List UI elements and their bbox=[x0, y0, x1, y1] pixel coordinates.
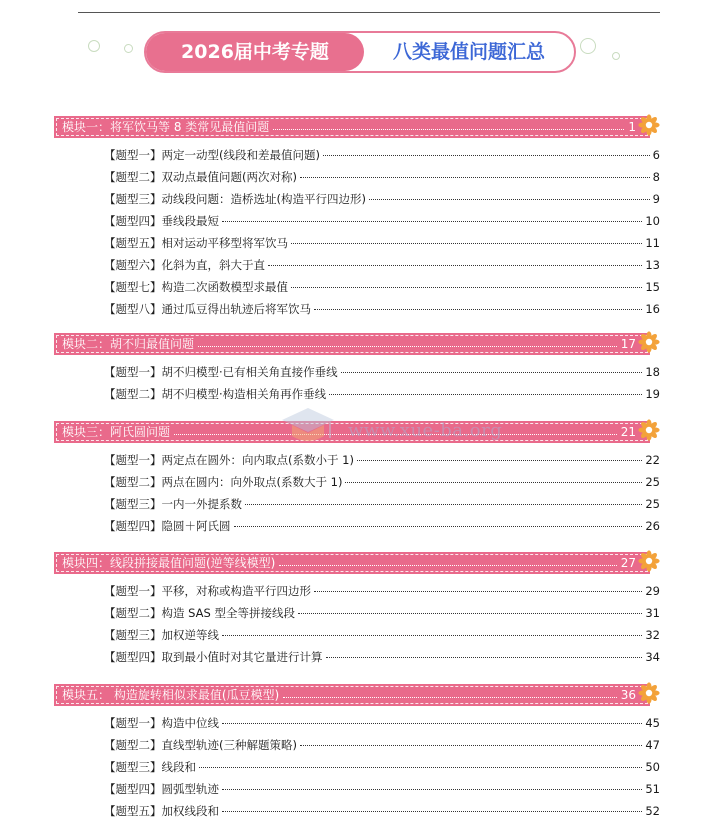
module-page-number: 36 bbox=[620, 688, 636, 702]
toc-entry[interactable] bbox=[104, 583, 660, 599]
toc-leader-dots bbox=[222, 723, 642, 724]
toc-entry[interactable] bbox=[104, 301, 660, 317]
toc-entry-page: 51 bbox=[645, 782, 660, 796]
toc-entry-page: 8 bbox=[652, 170, 660, 184]
toc-entry[interactable] bbox=[104, 737, 660, 753]
toc-leader-dots bbox=[314, 309, 642, 310]
toc-entry-label: 【题型三】一内一外提系数 bbox=[104, 497, 242, 511]
toc-entry-label: 【题型七】构造二次函数模型求最值 bbox=[104, 280, 288, 294]
toc-entry-label: 【题型六】化斜为直，斜大于直 bbox=[104, 258, 265, 272]
module-title: 模块四：线段拼接最值问题(逆等线模型) bbox=[62, 556, 276, 570]
module-header[interactable] bbox=[54, 333, 650, 355]
module-title: 模块五： 构造旋转相似求最值(瓜豆模型) bbox=[62, 688, 280, 702]
module-title: 模块二：胡不归最值问题 bbox=[62, 337, 195, 351]
module-leader-dots bbox=[198, 346, 617, 347]
toc-entry-page: 52 bbox=[645, 804, 660, 818]
toc-entry[interactable] bbox=[104, 386, 660, 402]
toc-entry-page: 9 bbox=[652, 192, 660, 206]
toc-entry-page: 16 bbox=[645, 302, 660, 316]
toc-entry-page: 19 bbox=[645, 387, 660, 401]
toc-entry-label: 【题型一】构造中位线 bbox=[104, 716, 219, 730]
toc-entry[interactable] bbox=[104, 191, 660, 207]
toc-entry-page: 34 bbox=[645, 650, 660, 664]
toc-entry-label: 【题型二】两点在圆内：向外取点(系数大于 1) bbox=[104, 475, 343, 489]
module-leader-dots bbox=[279, 565, 617, 566]
toc-entry[interactable] bbox=[104, 605, 660, 621]
toc-leader-dots bbox=[298, 613, 642, 614]
toc-entry-label: 【题型四】隐圆＋阿氏圆 bbox=[104, 519, 231, 533]
toc-entry-label: 【题型三】加权逆等线 bbox=[104, 628, 219, 642]
watermark-text: www.xue-ba.org bbox=[348, 420, 503, 441]
module-header[interactable] bbox=[54, 684, 650, 706]
toc-entry[interactable] bbox=[104, 452, 660, 468]
toc-entry[interactable] bbox=[104, 627, 660, 643]
module-header[interactable] bbox=[54, 116, 650, 138]
toc-entry-page: 15 bbox=[645, 280, 660, 294]
toc-leader-dots bbox=[341, 372, 643, 373]
module-page-number: 21 bbox=[620, 425, 636, 439]
deco-ring-left bbox=[88, 40, 100, 52]
toc-leader-dots bbox=[199, 767, 642, 768]
title-right: 八类最值问题汇总 bbox=[392, 41, 545, 63]
toc-leader-dots bbox=[329, 394, 642, 395]
toc-entry[interactable] bbox=[104, 781, 660, 797]
toc-leader-dots bbox=[300, 177, 650, 178]
toc-leader-dots bbox=[357, 460, 642, 461]
deco-ring-left-small bbox=[124, 44, 133, 53]
toc-entry[interactable] bbox=[104, 364, 660, 380]
module-header[interactable] bbox=[54, 552, 650, 574]
toc-entry[interactable] bbox=[104, 518, 660, 534]
title-banner bbox=[88, 28, 628, 78]
toc-entry-label: 【题型三】动线段问题：造桥选址(构造平行四边形) bbox=[104, 192, 366, 206]
toc-entry-page: 22 bbox=[645, 453, 660, 467]
toc-entry-label: 【题型五】加权线段和 bbox=[104, 804, 219, 818]
toc-leader-dots bbox=[300, 745, 642, 746]
toc-entry[interactable] bbox=[104, 213, 660, 229]
toc-entry-label: 【题型二】构造 SAS 型全等拼接线段 bbox=[104, 606, 295, 620]
toc-entry[interactable] bbox=[104, 235, 660, 251]
toc-entry-page: 47 bbox=[645, 738, 660, 752]
toc-leader-dots bbox=[345, 482, 642, 483]
toc-entry[interactable] bbox=[104, 147, 660, 163]
toc-entry-page: 50 bbox=[645, 760, 660, 774]
toc-entry-label: 【题型八】通过瓜豆得出轨迹后将军饮马 bbox=[104, 302, 311, 316]
toc-entry-label: 【题型四】取到最小值时对其它量进行计算 bbox=[104, 650, 323, 664]
toc-entry-page: 45 bbox=[645, 716, 660, 730]
toc-entry[interactable] bbox=[104, 759, 660, 775]
toc-leader-dots bbox=[369, 199, 650, 200]
module-page-number: 17 bbox=[620, 337, 636, 351]
toc-leader-dots bbox=[291, 287, 642, 288]
toc-leader-dots bbox=[245, 504, 642, 505]
toc-entry-label: 【题型一】两定点在圆外：向内取点(系数小于 1) bbox=[104, 453, 354, 467]
graduation-cap-icon bbox=[278, 404, 338, 452]
toc-entry[interactable] bbox=[104, 474, 660, 490]
toc-leader-dots bbox=[222, 789, 642, 790]
toc-entry[interactable] bbox=[104, 169, 660, 185]
toc-entry-page: 29 bbox=[645, 584, 660, 598]
toc-entry-label: 【题型四】垂线段最短 bbox=[104, 214, 219, 228]
toc-entry-label: 【题型二】双动点最值问题(两次对称) bbox=[104, 170, 297, 184]
toc-entry[interactable] bbox=[104, 279, 660, 295]
watermark bbox=[278, 404, 528, 454]
toc-entry-page: 26 bbox=[645, 519, 660, 533]
toc-entry-page: 25 bbox=[645, 497, 660, 511]
toc-entry[interactable] bbox=[104, 803, 660, 819]
flower-icon bbox=[638, 114, 660, 136]
toc-entry-label: 【题型五】相对运动平移型将军饮马 bbox=[104, 236, 288, 250]
toc-leader-dots bbox=[268, 265, 642, 266]
module-title: 模块一：将军饮马等 8 类常见最值问题 bbox=[62, 120, 270, 134]
toc-entry-label: 【题型四】圆弧型轨迹 bbox=[104, 782, 219, 796]
toc-entry-label: 【题型一】胡不归模型·已有相关角直接作垂线 bbox=[104, 365, 338, 379]
toc-entry-label: 【题型二】胡不归模型·构造相关角再作垂线 bbox=[104, 387, 327, 401]
toc-entry-page: 6 bbox=[652, 148, 660, 162]
toc-entry-page: 32 bbox=[645, 628, 660, 642]
module-title: 模块三：阿氏圆问题 bbox=[62, 425, 171, 439]
toc-entry-label: 【题型一】两定一动型(线段和差最值问题) bbox=[104, 148, 320, 162]
toc-entry-page: 11 bbox=[645, 236, 660, 250]
module-leader-dots bbox=[283, 697, 617, 698]
toc-entry-label: 【题型一】平移，对称或构造平行四边形 bbox=[104, 584, 311, 598]
toc-entry[interactable] bbox=[104, 715, 660, 731]
toc-leader-dots bbox=[291, 243, 642, 244]
toc-entry-label: 【题型二】直线型轨迹(三种解题策略) bbox=[104, 738, 297, 752]
toc-leader-dots bbox=[222, 811, 642, 812]
module-page-number: 1 bbox=[628, 120, 636, 134]
toc-leader-dots bbox=[222, 635, 642, 636]
toc-entry-page: 18 bbox=[645, 365, 660, 379]
flower-icon bbox=[638, 419, 660, 441]
deco-ring-right-small bbox=[612, 52, 620, 60]
toc-leader-dots bbox=[323, 155, 650, 156]
flower-icon bbox=[638, 682, 660, 704]
top-rule bbox=[78, 12, 660, 13]
title-left: 2026届中考专题 bbox=[146, 33, 364, 71]
toc-entry-label: 【题型三】线段和 bbox=[104, 760, 196, 774]
module-leader-dots bbox=[273, 129, 624, 130]
toc-entry-page: 10 bbox=[645, 214, 660, 228]
toc-leader-dots bbox=[222, 221, 642, 222]
module-page-number: 27 bbox=[620, 556, 636, 570]
toc-entry[interactable] bbox=[104, 496, 660, 512]
toc-entry-page: 25 bbox=[645, 475, 660, 489]
toc-entry[interactable] bbox=[104, 649, 660, 665]
toc-leader-dots bbox=[314, 591, 642, 592]
toc-entry-page: 13 bbox=[645, 258, 660, 272]
toc-entry[interactable] bbox=[104, 257, 660, 273]
toc-leader-dots bbox=[326, 657, 643, 658]
flower-icon bbox=[638, 550, 660, 572]
deco-ring-right bbox=[580, 38, 596, 54]
toc-entry-page: 31 bbox=[645, 606, 660, 620]
toc-leader-dots bbox=[234, 526, 643, 527]
flower-icon bbox=[638, 331, 660, 353]
